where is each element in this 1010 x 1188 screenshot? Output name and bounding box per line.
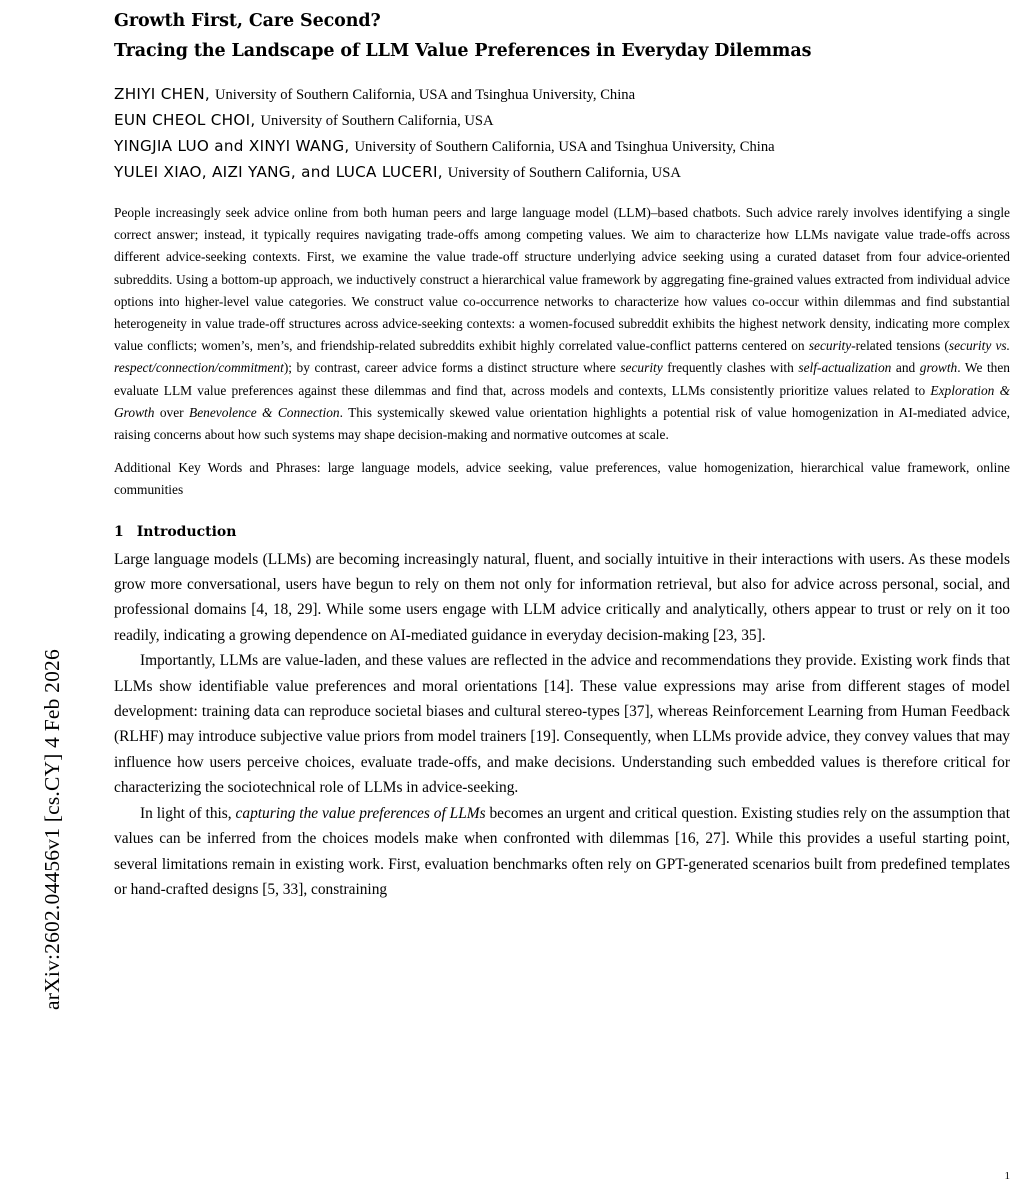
body-paragraph: Large language models (LLMs) are becoming increasingly natural, fluent, and socially intuitive in their interactions with users. As these models grow more conversational, users have begun to rely on them not only for information retrieval, but also for advice across personal, social, and professional domains [4, 18, 29]. While some users engage with LLM advice critically and analytically, others appear to trust or rely on it too readily, indicating a growing dependence on AI-mediated guidance in everyday decision-making [23, 35]. [114, 550, 1010, 644]
author-names: EUN CHEOL CHOI, [114, 111, 256, 129]
section-body-introduction [114, 547, 1010, 903]
author-entry [114, 82, 1010, 108]
arxiv-identifier: arXiv:2602.04456v1 [cs.CY] 4 Feb 2026 [40, 649, 64, 1010]
title-line-1: Growth First, Care Second? [114, 11, 381, 31]
author-names: YULEI XIAO, AIZI YANG, and LUCA LUCERI, [114, 163, 443, 181]
body-paragraph: Importantly, LLMs are value-laden, and these values are reflected in the advice and recommendations they provide. Existing work finds that LLMs show identifiable value preferences and moral orientations [14]. These value expressions may arise from different stages of model development: training data can reproduce societal biases and cultural stereo-types [37], whereas Reinforcement Learning from Human Feedback (RLHF) may introduce subjective value priors from model trainers [19]. Consequently, when LLMs provide advice, they convey values that may influence how users perceive choices, evaluate trade-offs, and make decisions. Understanding such embedded values is therefore critical for characterizing the sociotechnical role of LLMs in advice-seeking. [114, 652, 1010, 797]
author-entry [114, 160, 1010, 186]
section-heading-introduction [114, 524, 1010, 540]
author-affiliation: University of Southern California, USA and Tsinghua University, China [214, 87, 636, 103]
paper-title [114, 6, 1010, 66]
body-paragraph: In light of this, capturing the value preferences of LLMs becomes an urgent and critical question. Existing studies rely on the assumption that values can be inferred from the choices models make when confronted with dilemmas [16, 27]. While this provides a useful starting point, several limitations remain in existing work. First, evaluation benchmarks often rely on GPT-generated scenarios built from predefined templates or hand-crafted designs [5, 33], constraining [114, 804, 1010, 898]
keywords [114, 457, 1010, 501]
paper-page [114, 0, 1010, 1188]
author-list [114, 82, 1010, 186]
author-entry [114, 134, 1010, 160]
keywords-label: Additional Key Words and Phrases: [114, 460, 321, 476]
section-title: Introduction [136, 523, 237, 540]
page-number: 1 [1004, 1170, 1010, 1182]
author-affiliation: University of Southern California, USA [260, 113, 494, 129]
section-number: 1 [114, 523, 124, 540]
abstract [114, 202, 1010, 446]
title-line-2: Tracing the Landscape of LLM Value Preferences in Everyday Dilemmas [114, 41, 812, 61]
author-entry [114, 108, 1010, 134]
author-affiliation: University of Southern California, USA [447, 165, 681, 181]
arxiv-stamp [0, 0, 110, 1188]
keywords-list: large language models, advice seeking, value preferences, value homogenization, hierarchical value framework, online communities [114, 460, 1010, 498]
author-names: YINGJIA LUO and XINYI WANG, [114, 137, 350, 155]
abstract-paragraph: People increasingly seek advice online from both human peers and large language model (LLM)–based chatbots. Such advice rarely involves identifying a single correct answer; instead, it typically requires navigating trade-offs among competing values. We aim to characterize how LLMs navigate value trade-offs across different advice-seeking contexts. First, we examine the value trade-off structure underlying advice seeking using a curated dataset from four advice-oriented subreddits. Using a bottom-up approach, we inductively construct a hierarchical value framework by aggregating fine-grained values extracted from individual advice options into higher-level value categories. We construct value co-occurrence networks to characterize how values co-occur within dilemmas and find substantial heterogeneity in value trade-off structures across advice-seeking contexts: a women-focused subreddit exhibits the highest network density, indicating more complex value conflicts; women’s, men’s, and friendship-related subreddits exhibit highly correlated value-conflict patterns centered on security-related tensions (security vs. respect/connection/commitment); by contrast, career advice forms a distinct structure where security frequently clashes with self-actualization and growth. We then evaluate LLM value preferences against these dilemmas and find that, across models and contexts, LLMs consistently prioritize values related to Exploration & Growth over Benevolence & Connection. This systemically skewed value orientation highlights a potential risk of value homogenization in AI-mediated advice, raising concerns about how such systems may shape decision-making and normative outcomes at scale. [114, 205, 1010, 443]
author-names: ZHIYI CHEN, [114, 85, 210, 103]
author-affiliation: University of Southern California, USA and Tsinghua University, China [354, 139, 775, 155]
